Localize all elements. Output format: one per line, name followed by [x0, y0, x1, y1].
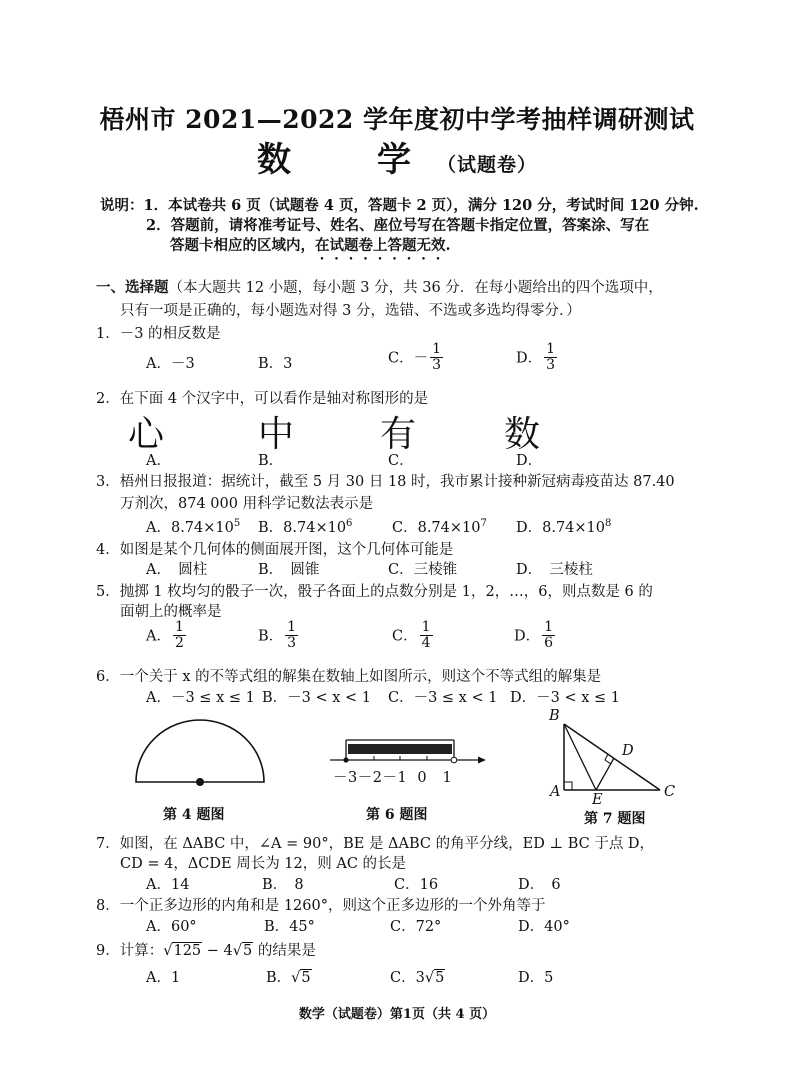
- subject-title: [0, 132, 794, 181]
- fig7-point-c: C: [664, 784, 676, 800]
- q9-option-d: D．5: [518, 970, 554, 986]
- q8-option-c: C．72°: [390, 919, 442, 935]
- q5-c-label: C．: [392, 628, 418, 645]
- q7-option-d: D． 6: [518, 877, 561, 893]
- q9-b-label: B．: [266, 970, 292, 986]
- page-footer: 数学（试题卷）第1页（共 4 页）: [298, 1007, 496, 1022]
- q5-b-den: 3: [287, 634, 297, 651]
- q5-b-label: B．: [258, 628, 284, 645]
- q9-stem-mid: − 4: [202, 943, 233, 959]
- q9-c-radicand: 5: [435, 970, 445, 986]
- q2-char-2: 中: [258, 414, 295, 455]
- exam-title: 梧州市 2021—2022 学年度初中学考抽样调研测试: [99, 105, 695, 134]
- q6-option-c: C．－3 ≤ x < 1: [388, 690, 498, 706]
- note-3: [170, 234, 451, 263]
- q3-b-base: B．8.74×10: [258, 520, 347, 536]
- axis-label-neg3: －3: [333, 770, 358, 786]
- q5-b-fraction: [285, 620, 298, 650]
- q1-option-d-label: D．: [516, 350, 543, 367]
- q3-c-base: C．8.74×10: [392, 520, 481, 536]
- q3-option-b: [258, 516, 352, 537]
- section-heading: [96, 276, 663, 297]
- q5-c-num: 1: [421, 619, 431, 635]
- fig4-semicircle: [132, 714, 268, 790]
- q8-option-d: D．40°: [518, 919, 570, 935]
- q9-radicand-2: 5: [243, 943, 253, 959]
- note-3b-emphasis: 在试题卷上答题无效: [315, 237, 446, 254]
- q1-option-c-label: C．－: [388, 350, 429, 367]
- fig6-axis-labels: [333, 766, 452, 787]
- q1-option-b: B．3: [258, 356, 293, 372]
- q2-char-3: 有: [380, 414, 417, 455]
- axis-label-0: 0: [417, 770, 428, 786]
- q3-d-base: D．8.74×10: [516, 520, 606, 536]
- q3-stem-1: 3．梧州日报报道：据统计，截至 5 月 30 日 18 时，我市累计接种新冠病毒疫苗达 87.40: [96, 474, 675, 490]
- q3-a-exp: 5: [233, 518, 241, 530]
- q2-char-1: 心: [128, 414, 165, 455]
- q7-stem-1: 7．如图，在 ΔABC 中，∠A = 90°，BE 是 ΔABC 的角平分线，ED ⊥ BC 于点 D，: [96, 836, 655, 852]
- q1-c-den: 3: [432, 356, 442, 373]
- q7-option-b: B． 8: [262, 877, 304, 893]
- q5-d-fraction: [542, 620, 555, 650]
- q5-a-label: A．: [146, 628, 171, 645]
- q9-option-c: C．3√5: [390, 970, 445, 986]
- fig6-number-line: [328, 738, 490, 768]
- q9-c-label: C．3: [390, 970, 425, 986]
- section-desc-2: 只有一项是正确的，每小题选对得 3 分，选错、不选或多选均得零分．）: [120, 303, 581, 319]
- q9-stem-post: 的结果是: [253, 943, 316, 959]
- q6-option-b: B．－3 < x < 1: [262, 690, 372, 706]
- axis-label-neg2: －2: [357, 770, 383, 786]
- q4-option-b: B． 圆锥: [258, 562, 320, 578]
- q8-option-b: B．45°: [264, 919, 315, 935]
- q1-option-c-fraction: [430, 342, 443, 372]
- q8-stem: 8．一个正多边形的内角和是 1260°，则这个正多边形的一个外角等于: [96, 898, 546, 914]
- fig7-point-a: A: [550, 784, 561, 800]
- note-2: 2．答题前，请将准考证号、姓名、座位号写在答题卡指定位置，答案涂、写在: [146, 217, 650, 234]
- q1-stem: 1．－3 的相反数是: [96, 326, 221, 342]
- q5-d-num: 1: [544, 619, 554, 635]
- axis-label-1: 1: [442, 770, 453, 786]
- fig7-caption: 第 7 题图: [584, 811, 646, 827]
- q2-stem: 2．在下面 4 个汉字中，可以看作是轴对称图形的是: [96, 391, 429, 407]
- q2-option-b: B．: [258, 453, 284, 469]
- q5-option-d: [514, 620, 555, 650]
- q5-b-num: 1: [287, 619, 297, 635]
- subject-name: 数 学: [256, 140, 437, 180]
- q4-option-c: C．三棱锥: [388, 562, 458, 578]
- q3-d-exp: 8: [605, 518, 612, 530]
- fig7-point-e: E: [592, 792, 603, 808]
- q1-d-num: 1: [546, 341, 556, 357]
- fig6-caption: 第 6 题图: [366, 807, 428, 823]
- notes-label: 说明：: [100, 197, 144, 214]
- q4-stem: 4．如图是某个几何体的侧面展开图，这个几何体可能是: [96, 542, 454, 558]
- q1-d-den: 3: [546, 356, 556, 373]
- q3-option-d: [516, 516, 611, 537]
- q5-a-fraction: [173, 620, 186, 650]
- q9-stem: 9．计算：√125 − 4√5 的结果是: [96, 943, 316, 959]
- note-3a: 答题卡相应的区域内，: [170, 237, 315, 254]
- q9-option-a: A．1: [146, 970, 181, 986]
- fig7-point-b: B: [549, 708, 560, 724]
- note-1: 1．本试卷共 6 页（试题卷 4 页，答题卡 2 页），满分 120 分，考试时间 120 分钟.: [143, 197, 699, 214]
- fig7-triangle: [556, 720, 666, 796]
- q1-option-a: A．－3: [146, 356, 195, 372]
- q3-c-exp: 7: [480, 518, 487, 530]
- volume-label: （试题卷）: [436, 154, 537, 176]
- q2-char-4: 数: [504, 414, 541, 455]
- q9-b-radicand: 5: [301, 970, 311, 986]
- q1-option-c: [388, 342, 443, 372]
- q7-stem-2: CD = 4，ΔCDE 周长为 12，则 AC 的长是: [120, 856, 407, 872]
- q5-c-fraction: [420, 620, 433, 650]
- q5-stem-2: 面朝上的概率是: [120, 604, 222, 620]
- q6-option-d: D．－3 < x ≤ 1: [510, 690, 620, 706]
- q5-a-den: 2: [174, 634, 184, 651]
- q3-a-base: A．8.74×10: [146, 520, 234, 536]
- q3-option-c: [392, 516, 487, 537]
- fig7-point-d: D: [622, 743, 634, 759]
- note-3c: .: [445, 237, 451, 254]
- notes-line-1: [100, 194, 699, 215]
- q9-stem-pre: 9．计算：: [96, 943, 164, 959]
- q3-b-exp: 6: [346, 518, 353, 530]
- q5-d-label: D．: [514, 628, 541, 645]
- q1-option-d-fraction: [544, 342, 557, 372]
- q8-option-a: A．60°: [146, 919, 197, 935]
- q3-option-a: [146, 516, 240, 537]
- q5-stem-1: 5．抛掷 1 枚均匀的骰子一次，骰子各面上的点数分别是 1，2，…，6，则点数是 6 的: [96, 584, 653, 600]
- q5-d-den: 6: [544, 634, 554, 651]
- section-desc-1: （本大题共 12 小题，每小题 3 分，共 36 分．在每小题给出的四个选项中，: [168, 280, 663, 296]
- q5-option-c: [392, 620, 433, 650]
- q5-option-b: [258, 620, 298, 650]
- q4-option-a: A． 圆柱: [146, 562, 208, 578]
- q7-option-c: C．16: [394, 877, 439, 893]
- q1-c-num: 1: [432, 341, 442, 357]
- q5-a-num: 1: [174, 619, 184, 635]
- q5-c-den: 4: [421, 634, 431, 651]
- fig4-caption: 第 4 题图: [163, 807, 225, 823]
- axis-label-neg1: －1: [382, 770, 408, 786]
- section-title: 一、选择题: [96, 279, 169, 296]
- q6-stem: 6．一个关于 x 的不等式组的解集在数轴上如图所示，则这个不等式组的解集是: [96, 669, 602, 685]
- q2-option-c: C．: [388, 453, 414, 469]
- q3-stem-2: 万剂次，874 000 用科学记数法表示是: [120, 496, 374, 512]
- q5-option-a: [146, 620, 186, 650]
- q7-option-a: A．14: [146, 877, 190, 893]
- q4-option-d: D． 三棱柱: [516, 562, 593, 578]
- q2-option-a: A．: [146, 453, 171, 469]
- q1-option-d: [516, 342, 557, 372]
- q2-option-d: D．: [516, 453, 543, 469]
- q6-option-a: A．－3 ≤ x ≤ 1: [146, 690, 255, 706]
- q9-radicand-1: 125: [173, 943, 202, 959]
- q9-option-b: B．√5: [266, 970, 311, 986]
